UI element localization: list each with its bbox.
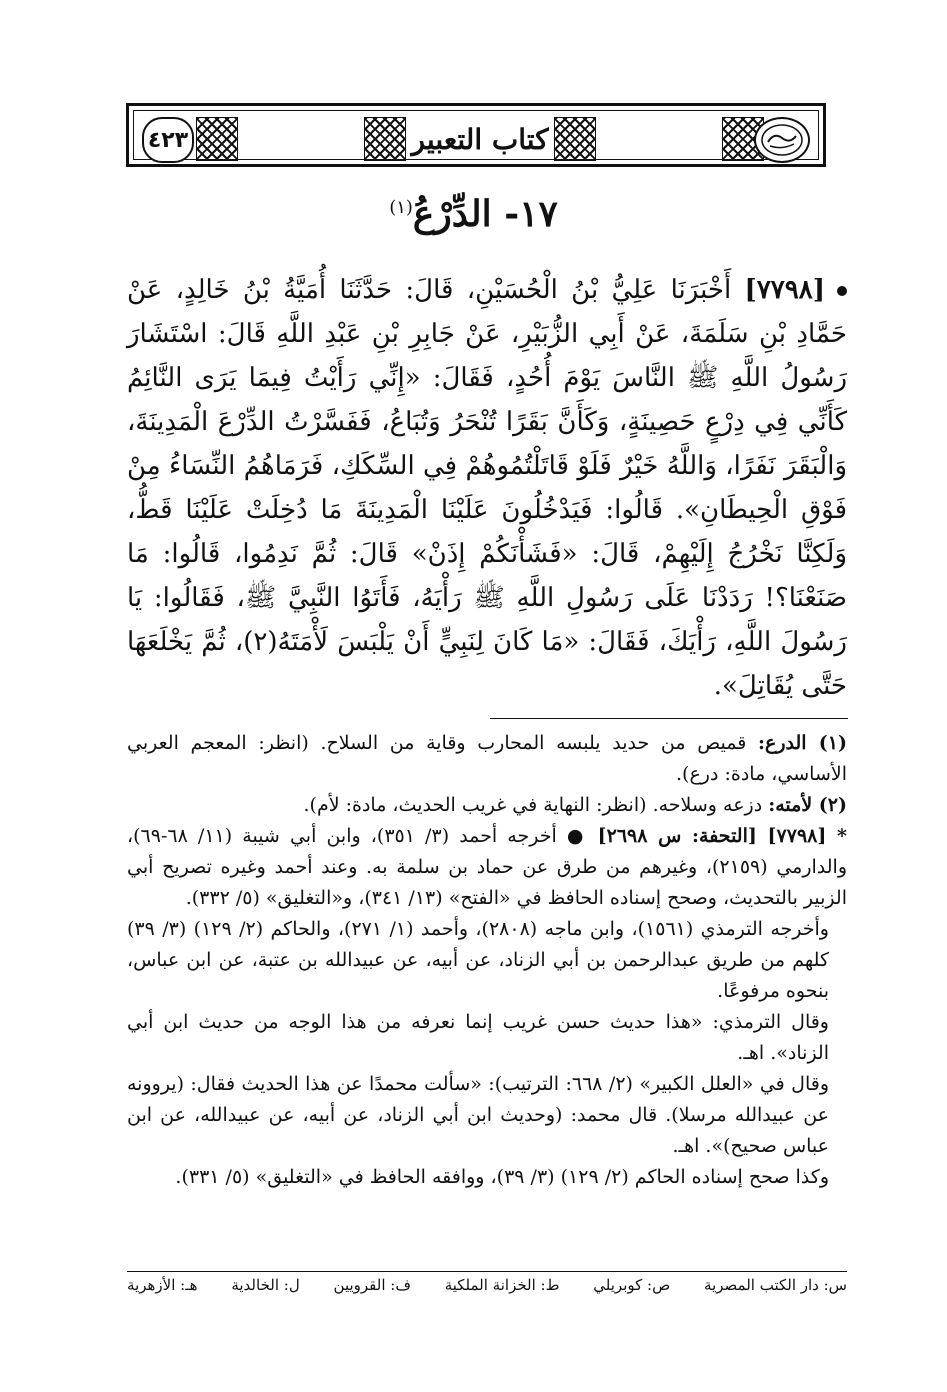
takhrij-label: * [٧٧٩٨] [التحفة: س ٢٦٩٨] — [597, 825, 847, 847]
takhrij-paragraph: وقال الترمذي: «هذا حديث حسن غريب إنما نعرفه من هذا الوجه من حديث ابن أبي الزناد». اهـ. — [127, 1011, 829, 1064]
hadith-number: [٧٧٩٨] — [744, 275, 825, 305]
footnote-label: (٢) لأمته: — [768, 794, 847, 816]
footnote — [127, 728, 847, 790]
footnotes — [127, 728, 847, 1193]
footnote-text: دزعه وسلاحه. (انظر: النهاية في غريب الحديث، مادة: لأم). — [303, 794, 769, 816]
bullet-icon — [837, 286, 847, 296]
legend-item: س: دار الكتب المصرية — [704, 1276, 847, 1294]
takhrij-text: ● أخرجه أحمد (٣/ ٣٥١)، وابن أبي شيبة (١١/ ٦٨-٦٩)، والدارمي (٢١٥٩)، وغيرهم من طرق عن حماد بن سلمة به. وعند أحمد وغيره تصريح أبي الزبير بالتحديث، وصحح إسناده الحافظ في «الفتح» (١٣/ ٣٤١)، و«التغليق» (٥/ ٣٣٢). — [127, 825, 848, 909]
hadith-line: سَلَمَةَ، عَنْ أَبِي الزُّبَيْرِ، عَنْ جَابِرِ بْنِ عَبْدِ اللَّهِ قَالَ: اسْتَشَارَ رَسُولُ اللَّهِ ﷺ — [127, 319, 847, 393]
footnote — [127, 790, 847, 821]
chapter-footnote-ref: (١) — [389, 197, 413, 218]
hadith-line: قَالَ: ثُمَّ نَدِمُوا، قَالُوا: مَا صَنَعْنَا؟! رَدَدْنَا عَلَى رَسُولِ اللَّهِ ﷺ رَأْيَهُ، فَأَتَوُا — [127, 539, 847, 613]
manuscript-legend — [127, 1276, 847, 1294]
page-number: ٤٢٣ — [147, 127, 189, 153]
legend-item: ل: الخالدية — [231, 1276, 300, 1294]
book-title: كتاب التعبير — [411, 122, 549, 156]
hadith-line: قَاتَلْتُمُوهُمْ فِي السِّكَكِ، فَرَمَاهُمُ النِّسَاءُ مِنْ فَوْقِ الْحِيطَانِ». قَالُوا: فَيَدْخُلُونَ — [127, 451, 847, 525]
chapter-heading — [0, 193, 947, 235]
header-frame — [133, 110, 819, 160]
takhrij-paragraph: وأخرجه الترمذي (١٥٦١)، وابن ماجه (٢٨٠٨)، وأحمد (١/ ٢٧١)، والحاكم (٢/ ١٢٩) (٣/ ٣٩) كلهم من طريق عبدالرحمن بن أبي الزناد، عن أبيه، عن عبيدالله بن عتبة، عن ابن عباس، بنحوه مرفوعًا. — [127, 918, 829, 1002]
hadith-line: لَأْمَتَهُ(٢)، ثُمَّ يَخْلَعَهَا حَتَّى يُقَاتِلَ». — [127, 627, 847, 701]
legend-item: ص: كوبريلي — [593, 1276, 671, 1294]
ornament-icon — [554, 117, 596, 161]
takhrij-paragraph: وقال في «العلل الكبير» (٢/ ٦٦٨: الترتيب): «سألت محمدًا عن هذا الحديث فقال: (يروونه عن عبيدالله مرسلا). قال محمد: (وحديث ابن أبي الزناد، عن أبيه، عن عبيدالله، عن ابن عباس صحيح)». اهـ. — [127, 1073, 829, 1157]
legend-item: ط: الخزانة الملكية — [444, 1276, 560, 1294]
takhrij-paragraph — [127, 821, 847, 914]
logo-icon — [760, 122, 804, 158]
book-logo — [754, 117, 810, 163]
page-header — [126, 103, 826, 167]
page-number-cartouche — [142, 117, 194, 163]
hadith-line: أَخْبَرَنَا عَلِيُّ بْنُ الْحُسَيْنِ، قَالَ: حَدَّثَنَا أُمَيَّةُ بْنُ خَالِدٍ، عَنْ حَمَّادِ بْنِ — [127, 275, 847, 349]
ornament-icon — [196, 117, 238, 161]
footnote-label: (١) الدرع: — [757, 732, 847, 754]
ornament-icon — [364, 117, 406, 161]
legend-separator — [127, 1271, 847, 1272]
chapter-title: ١٧- الدِّرْعُ — [412, 193, 558, 235]
legend-item: ف: القرويين — [333, 1276, 411, 1294]
hadith-line: وَكَأَنَّ بَقَرًا تُنْحَرُ وَتُبَاعُ، فَفَسَّرْتُ الدِّرْعَ الْمَدِينَةَ، وَالْبَقَرَ نَفَرًا، وَاللَّهُ خَيْرٌ فَلَوْ — [127, 407, 848, 481]
takhrij-paragraph: وكذا صحح إسناده الحاكم (٢/ ١٢٩) (٣/ ٣٩)، ووافقه الحافظ في «التغليق» (٥/ ٣٣١). — [175, 1166, 829, 1188]
hadith-text — [127, 268, 847, 708]
hadith-line: النَّبِيَّ ﷺ، فَقَالُوا: يَا رَسُولَ اللَّهِ، رَأْيَكَ، فَقَالَ: «مَا كَانَ لِنَبِيٍّ أَنْ يَلْبَسَ — [127, 583, 847, 657]
hadith-line: عَلَيْنَا الْمَدِينَةَ مَا دُخِلَتْ عَلَيْنَا قَطُّ، وَلَكِنَّا نَخْرُجُ إِلَيْهِمْ، قَالَ: «فَشَأْنَكُمْ إِذَنْ» — [127, 495, 848, 569]
hadith-line: النَّاسَ يَوْمَ أُحُدٍ، فَقَالَ: «إِنِّي رَأَيْتُ فِيمَا يَرَى النَّائِمُ كَأَنِّي فِي دِرْعٍ حَصِينَةٍ، — [127, 363, 848, 437]
footnote-separator — [490, 718, 848, 719]
footnote-text: قميص من حديد يلبسه المحارب وقاية من السلاح. (انظر: المعجم العربي الأساسي، مادة: درع). — [127, 732, 847, 785]
legend-item: هـ: الأزهرية — [127, 1276, 198, 1294]
